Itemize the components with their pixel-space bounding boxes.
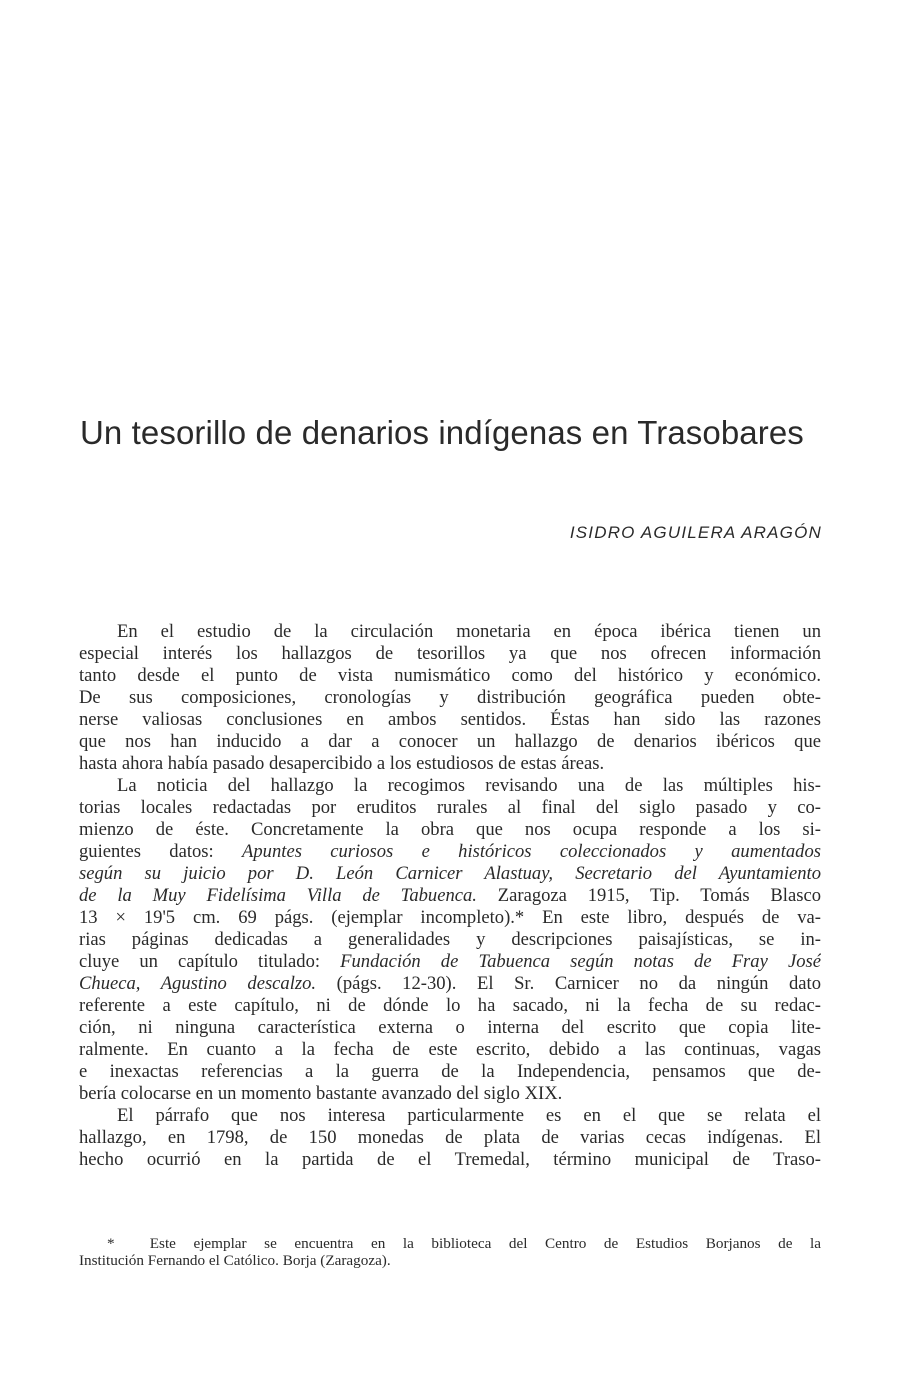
book-title-italic: de la Muy Fidelísima Villa de Tabuenca. <box>79 885 477 906</box>
body-line: hallazgo, en 1798, de 150 monedas de plata de varias cecas indígenas. El <box>79 1127 821 1148</box>
body-line: torias locales redactadas por eruditos rurales al final del siglo pasado y co- <box>79 797 821 818</box>
body-line <box>79 951 821 973</box>
chapter-title-italic: Chueca, Agustino descalzo. <box>79 973 317 994</box>
body-text: cluye un capítulo titulado: <box>79 951 341 972</box>
body-line: En el estudio de la circulación monetaria en época ibérica tienen un <box>117 621 821 642</box>
body-line: e inexactas referencias a la guerra de la Independencia, pensamos que de- <box>79 1061 821 1082</box>
body-text: Zaragoza 1915, Tip. Tomás Blasco <box>476 885 821 906</box>
body-line: tanto desde el punto de vista numismático como del histórico y económico. <box>79 665 821 686</box>
body-line: bería colocarse en un momento bastante avanzado del siglo XIX. <box>79 1083 563 1104</box>
body-line: referente a este capítulo, ni de dónde lo ha sacado, ni la fecha de su redac- <box>79 995 821 1016</box>
body-line: según su juicio por D. León Carnicer Alastuay, Secretario del Ayuntamiento <box>79 863 821 884</box>
body-line: ralmente. En cuanto a la fecha de este escrito, debido a las continuas, vagas <box>79 1039 821 1060</box>
body-line: hecho ocurrió en la partida de el Tremedal, término municipal de Traso- <box>79 1149 821 1170</box>
body-line: De sus composiciones, cronologías y distribución geográfica pueden obte- <box>79 687 821 708</box>
body-line: mienzo de éste. Concretamente la obra que nos ocupa responde a los si- <box>79 819 821 840</box>
body-line: La noticia del hallazgo la recogimos revisando una de las múltiples his- <box>117 775 821 796</box>
book-title-italic: Apuntes curiosos e históricos coleccionados y aumentados <box>242 841 821 862</box>
body-text: guientes datos: <box>79 841 243 862</box>
article-body <box>79 621 821 1171</box>
chapter-title-italic: Fundación de Tabuenca según notas de Fray José <box>340 951 821 972</box>
footnote-line: Institución Fernando el Católico. Borja (Zaragoza). <box>79 1252 391 1269</box>
body-text: (págs. 12-30). El Sr. Carnicer no da ningún dato <box>316 973 821 994</box>
footnote <box>79 1235 821 1269</box>
body-line: ción, ni ninguna característica externa o interna del escrito que copia lite- <box>79 1017 821 1038</box>
footnote-text: Este ejemplar se encuentra en la biblioteca del Centro de Estudios Borjanos de la <box>149 1235 821 1252</box>
body-line <box>79 885 821 907</box>
body-line: que nos han inducido a dar a conocer un hallazgo de denarios ibéricos que <box>79 731 821 752</box>
article-title: Un tesorillo de denarios indígenas en Trasobares <box>80 414 804 451</box>
body-line <box>79 973 821 995</box>
footnote-marker: * <box>107 1235 115 1252</box>
body-line: especial interés los hallazgos de tesorillos ya que nos ofrecen información <box>79 643 821 664</box>
body-line: nerse valiosas conclusiones en ambos sentidos. Éstas han sido las razones <box>79 709 821 730</box>
author-name: ISIDRO AGUILERA ARAGÓN <box>569 523 822 542</box>
body-line: El párrafo que nos interesa particularmente es en el que se relata el <box>117 1105 821 1126</box>
body-line: rias páginas dedicadas a generalidades y descripciones paisajísticas, se in- <box>79 929 821 950</box>
footnote-line <box>79 1235 821 1252</box>
body-line <box>79 841 821 863</box>
body-line: 13 × 19'5 cm. 69 págs. (ejemplar incompleto).* En este libro, después de va- <box>79 907 821 928</box>
body-line: hasta ahora había pasado desapercibido a los estudiosos de estas áreas. <box>79 753 605 774</box>
